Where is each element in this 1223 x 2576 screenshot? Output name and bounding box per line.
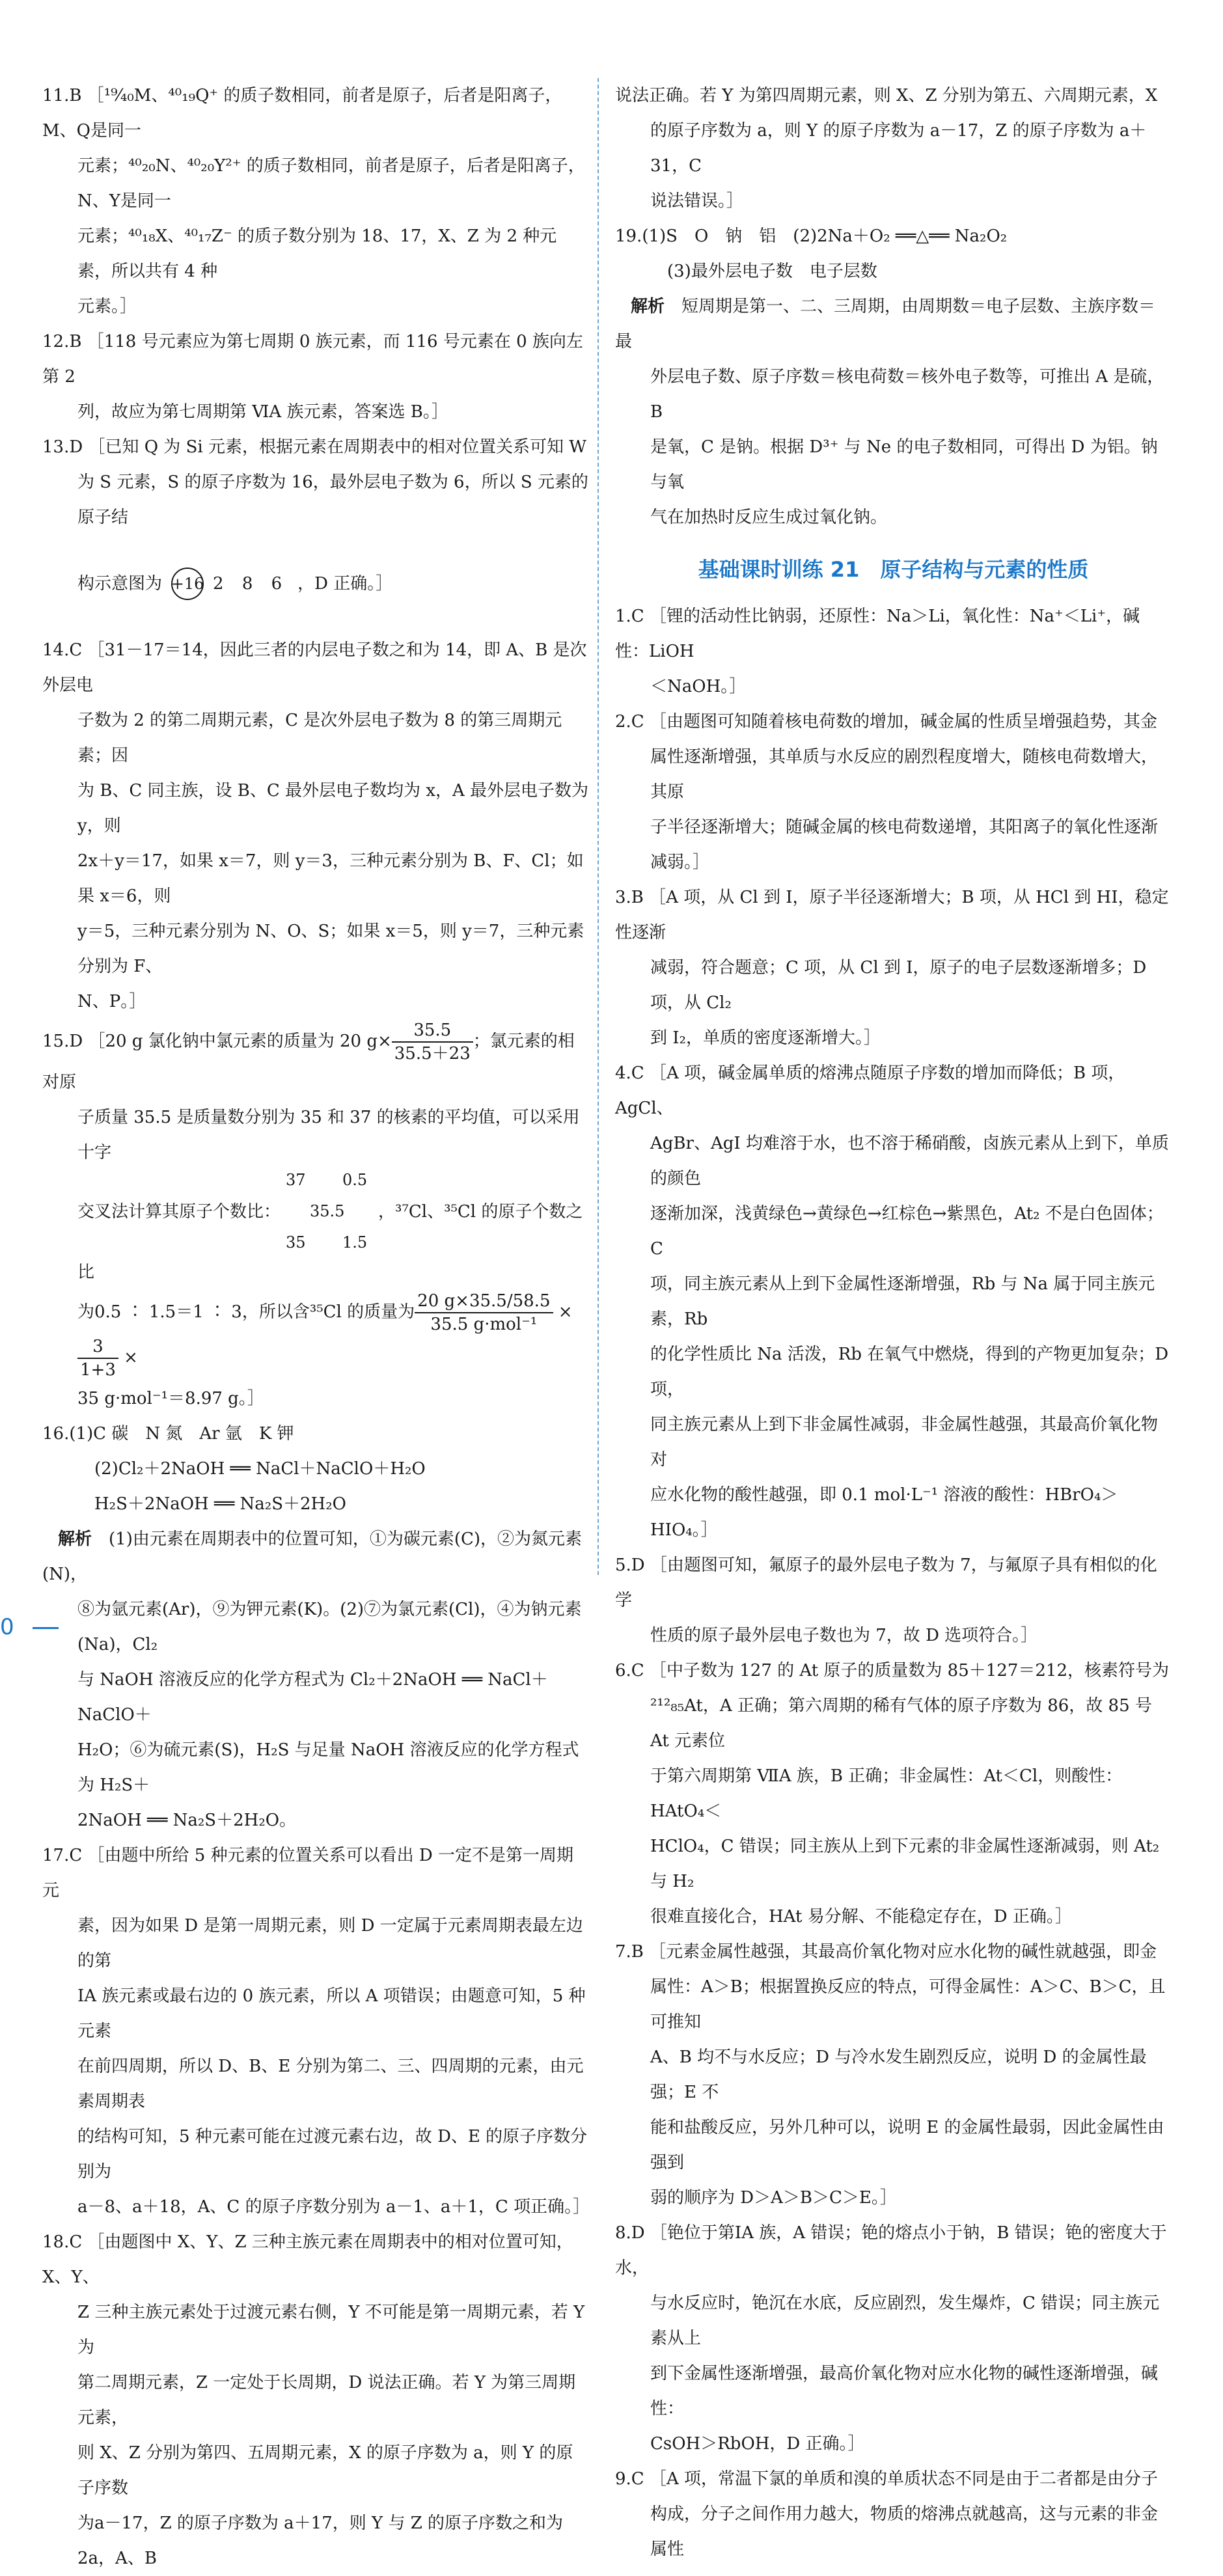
text: 弱的顺序为 D＞A＞B＞C＞E。］ <box>650 2188 897 2208</box>
text: 4.C ［A 项，碱金属单质的熔沸点随原子序数的增加而降低；B 项，AgCl、 <box>615 1063 1125 1118</box>
text: 交叉法计算其原子个数比： <box>77 1202 281 1222</box>
text: 第二周期元素，Z 一定处于长周期，D 说法正确。若 Y 为第三周期元素， <box>77 2373 576 2428</box>
text: Z 三种主族元素处于过渡元素右侧，Y 不可能是第一周期元素，若 Y 为 <box>77 2303 585 2357</box>
answer-line <box>42 1733 589 1803</box>
text: 说法正确。若 Y 为第四周期元素，则 X、Z 分别为第五、六周期元素，X <box>615 86 1158 105</box>
text: 19.(1)S O 钠 铝 (2)2Na＋O₂ ══△══ Na₂O₂ <box>615 226 1008 246</box>
fraction <box>415 1290 553 1336</box>
answer-line <box>42 1803 589 1838</box>
answer-item <box>615 880 1172 1056</box>
answer-line <box>42 2189 589 2225</box>
answer-line <box>42 1592 589 1662</box>
answer-line <box>615 1056 1172 1126</box>
answer-item <box>42 633 589 1019</box>
text: 说法错误。］ <box>650 191 744 211</box>
answer-item <box>615 1548 1172 1653</box>
answer-line <box>42 1979 589 2049</box>
text: 子半径逐渐增大；随碱金属的核电荷数递增，其阳离子的氧化性逐渐 <box>650 817 1159 837</box>
fraction <box>77 1336 118 1381</box>
answer-line <box>615 500 1172 535</box>
answer-line <box>42 148 589 219</box>
electron-shells: 2 8 6 <box>213 574 289 594</box>
answer-line <box>615 1829 1172 1899</box>
answer-item <box>42 1416 589 1522</box>
answer-line <box>615 1969 1172 2040</box>
answer-item <box>42 1019 589 1416</box>
answer-line <box>42 465 589 535</box>
answer-line <box>615 1196 1172 1267</box>
text: 2NaOH ══ Na₂S＋2H₂O。 <box>77 1811 297 1830</box>
answer-line <box>615 810 1172 845</box>
answer-item <box>615 2215 1172 2461</box>
answer-line <box>615 2286 1172 2356</box>
text: 与水反应时，铯沉在水底，反应剧烈，发生爆炸，C 错误；同主族元素从上 <box>650 2294 1160 2348</box>
text: a－8、a＋18，A、C 的原子序数分别为 a－1、a＋1，C 项正确。］ <box>77 2197 590 2217</box>
answer-line <box>42 289 589 324</box>
text: 是氧，C 是钠。根据 D³⁺ 与 Ne 的电子数相同，可得出 D 为铝。钠与氧 <box>650 437 1158 492</box>
right-bottom-block <box>615 599 1172 2567</box>
text: 短周期是第一、二、三周期，由周期数＝电子层数、主族序数＝最 <box>615 297 1156 351</box>
answer-line <box>615 1021 1172 1056</box>
text: ⑧为氩元素(Ar)，⑨为钾元素(K)。(2)⑦为氯元素(Cl)，④为钠元素(Na)，Cl₂ <box>77 1600 582 1654</box>
answer-line <box>42 1451 589 1487</box>
text: 18.C ［由题图中 X、Y、Z 三种主族元素在周期表中的相对位置可知，X、Y、 <box>42 2232 573 2287</box>
answer-item <box>42 2225 589 2576</box>
fraction-numerator: 20 g×35.5/58.5 <box>415 1290 553 1313</box>
text: 属性：A＞B；根据置换反应的特点，可得金属性：A＞C、B＞C，且可推知 <box>650 1977 1166 2032</box>
text: 属性逐渐增强，其单质与水反应的剧烈程度增大，随核电荷数增大，其原 <box>650 747 1159 802</box>
text: 在前四周期，所以 D、B、E 分别为第二、三、四周期的元素，由元素周期表 <box>77 2057 584 2111</box>
answer-line <box>615 1126 1172 1196</box>
answer-line <box>615 1653 1172 1688</box>
answer-line <box>615 1548 1172 1618</box>
right-column <box>615 78 1172 2567</box>
answer-line <box>615 950 1172 1021</box>
answer-item <box>42 1838 589 2225</box>
text: ⅠA 族元素或最右边的 0 族元素，所以 A 项错误；由题意可知，5 种元素 <box>77 1986 586 2041</box>
text: 减弱，符合题意；C 项，从 Cl 到 I，原子的电子层数逐渐增多；D 项，从 Cl₂ <box>650 958 1147 1013</box>
answer-line <box>42 1908 589 1979</box>
text: 外层电子数、原子序数＝核电荷数＝核外电子数等，可推出 A 是硫，B <box>650 367 1164 422</box>
text: AgBr、AgI 均难溶于水，也不溶于稀硝酸，卤族元素从上到下，单质的颜色 <box>650 1134 1169 1188</box>
answer-line <box>615 359 1172 430</box>
answer-line <box>42 843 589 914</box>
answer-line <box>615 704 1172 739</box>
cross-value: 35 <box>286 1233 306 1252</box>
answer-line <box>42 219 589 289</box>
answer-item <box>615 78 1172 219</box>
text: 子数为 2 的第二周期元素，C 是次外层电子数为 8 的第三周期元素；因 <box>77 711 562 765</box>
answer-line <box>615 1899 1172 1934</box>
answer-line <box>42 1019 589 1100</box>
text: 列，故应为第七周期第 ⅥA 族元素，答案选 B。］ <box>77 402 448 422</box>
page-number-rule <box>33 1627 59 1629</box>
column-divider <box>598 78 599 1575</box>
text: 12.B ［118 号元素应为第七周期 0 族元素，而 116 号元素在 0 族向左第 2 <box>42 332 583 387</box>
fraction-numerator: 3 <box>77 1336 118 1359</box>
text: 减弱。］ <box>650 853 710 872</box>
text: 应水化物的酸性越强，即 0.1 mol·L⁻¹ 溶液的酸性：HBrO₄＞HIO₄。］ <box>650 1485 1118 1540</box>
text: 与 NaOH 溶液反应的化学方程式为 Cl₂＋2NaOH ══ NaCl＋NaClO＋ <box>77 1670 548 1725</box>
answer-line <box>615 2215 1172 2286</box>
nucleus: +16 <box>171 568 204 600</box>
answer-line <box>42 2435 589 2506</box>
text: 5.D ［由题图可知，氟原子的最外层电子数为 7，与氟原子具有相似的化学 <box>615 1555 1157 1610</box>
text: 到下金属性逐渐增强，最高价氧化物对应水化物的碱性逐渐增强，碱性： <box>650 2364 1159 2418</box>
answer-line <box>615 2040 1172 2110</box>
answer-line <box>42 535 589 633</box>
answer-item <box>42 78 589 324</box>
text: A、B 均不与水反应；D 与冷水发生剧烈反应，说明 D 的金属性最强；E 不 <box>650 2048 1147 2102</box>
atomic-structure-diagram <box>77 535 392 633</box>
left-column <box>42 78 589 2576</box>
answer-line <box>42 1838 589 1908</box>
cross-value: 37 <box>286 1171 306 1189</box>
text: ＜NaOH。］ <box>650 677 747 696</box>
text: 元素；⁴⁰₁₈X、⁴⁰₁₇Z⁻ 的质子数分别为 18、17，X、Z 为 2 种元素，所以共有 4 种 <box>77 226 557 281</box>
answer-line <box>615 880 1172 950</box>
text: (1)由元素在周期表中的位置可知，①为碳元素(C)，②为氮元素(N)， <box>42 1529 583 1584</box>
answer-line <box>615 289 1172 359</box>
answer-line <box>615 2426 1172 2461</box>
answer-line <box>42 2225 589 2295</box>
text: 能和盐酸反应，另外几种可以，说明 E 的金属性最弱，因此金属性由强到 <box>650 2118 1164 2172</box>
answer-line <box>42 1290 589 1381</box>
text: × <box>553 1302 573 1322</box>
text: 项，同主族元素从上到下金属性逐渐增强，Rb 与 Na 属于同主族元素，Rb <box>650 1274 1155 1329</box>
fraction-denominator: 1+3 <box>80 1360 116 1380</box>
text: ，³⁷Cl、³⁵Cl 的原子个数之比 <box>77 1202 583 1282</box>
answer-line <box>42 1522 589 1592</box>
answer-line <box>615 1407 1172 1477</box>
answer-item <box>615 704 1172 880</box>
text: 的结构可知，5 种元素可能在过渡元素右边，故 D、E 的原子序数分别为 <box>77 2127 588 2182</box>
text: 气在加热时反应生成过氧化钠。 <box>650 508 888 527</box>
text: N、P。］ <box>77 992 146 1011</box>
fraction <box>392 1019 473 1065</box>
text: 2x＋y＝17，如果 x＝7，则 y＝3，三种元素分别为 B、F、Cl；如果 x＝6，则 <box>77 851 584 906</box>
answer-item <box>615 1653 1172 1934</box>
text: 的化学性质比 Na 活泼，Rb 在氧气中燃烧，得到的产物更加复杂；D 项， <box>650 1345 1169 1399</box>
text: y＝5，三种元素分别为 N、O、S；如果 x＝5，则 y＝7，三种元素分别为 F、 <box>77 922 584 976</box>
answer-line <box>42 1170 589 1290</box>
text: HClO₄，C 错误；同主族从上到下元素的非金属性逐渐减弱，则 At₂ 与 H₂ <box>650 1837 1160 1891</box>
answer-item <box>42 430 589 633</box>
cross-method-diagram <box>281 1170 378 1255</box>
text: (3)最外层电子数 电子层数 <box>650 262 877 281</box>
answer-item <box>615 1934 1172 2215</box>
answer-line <box>42 2506 589 2576</box>
answer-line <box>42 2365 589 2435</box>
answer-line <box>42 914 589 984</box>
text: 为 S 元素，S 的原子序数为 16，最外层电子数为 6，所以 S 元素的原子结 <box>77 473 588 527</box>
answer-item <box>615 289 1172 535</box>
text: 同主族元素从上到下非金属性减弱，非金属性越强，其最高价氧化物对 <box>650 1415 1159 1470</box>
text: 素，因为如果 D 是第一周期元素，则 D 一定属于元素周期表最左边的第 <box>77 1916 583 1971</box>
answer-line: 子质量 35.5 是质量数分别为 35 和 37 的核素的平均值，可以采用十字 <box>77 1108 580 1162</box>
text: 1.C ［锂的活动性比钠弱，还原性：Na＞Li，氧化性：Na⁺＜Li⁺，碱性：LiOH <box>615 607 1140 661</box>
answer-line <box>615 739 1172 810</box>
text: 15.D ［20 g 氯化钠中氯元素的质量为 20 g× <box>42 1032 392 1051</box>
text: 则 X、Z 分别为第四、五周期元素，X 的原子序数为 a，则 Y 的原子序数 <box>77 2443 573 2498</box>
page-number: 0 <box>0 1614 14 1640</box>
answer-line <box>42 430 589 465</box>
fraction-denominator: 35.5 g·mol⁻¹ <box>430 1315 538 1334</box>
cross-value: 1.5 <box>342 1233 368 1252</box>
answer-line <box>42 984 589 1019</box>
answer-line <box>42 394 589 430</box>
answer-line <box>615 113 1172 184</box>
right-top-block <box>615 78 1172 535</box>
answer-line <box>42 2049 589 2119</box>
text: 8.D ［铯位于第ⅠA 族，A 错误；铯的熔点小于钠，B 错误；铯的密度大于水， <box>615 2223 1167 2278</box>
text: H₂O；⑥为硫元素(S)，H₂S 与足量 NaOH 溶液反应的化学方程式为 H₂S＋ <box>77 1740 579 1795</box>
text: 于第六周期第 ⅦA 族，B 正确；非金属性：At＜Cl，则酸性：HAtO₄＜ <box>650 1766 1123 1821</box>
text: 性质的原子最外层电子数也为 7，故 D 选项符合。］ <box>650 1626 1038 1645</box>
cross-value: 35.5 <box>310 1202 345 1220</box>
answer-line <box>615 669 1172 704</box>
answer-line <box>615 2497 1172 2567</box>
answer-line <box>42 703 589 773</box>
answer-line <box>615 2356 1172 2426</box>
text: 为 B、C 同主族，设 B、C 最外层电子数均为 x，A 最外层电子数为 y，则 <box>77 781 589 836</box>
answer-line <box>615 1267 1172 1337</box>
answer-line <box>42 1662 589 1733</box>
text: (2)Cl₂＋2NaOH ══ NaCl＋NaClO＋H₂O <box>77 1459 426 1479</box>
answer-line <box>615 2110 1172 2180</box>
text: 17.C ［由题中所给 5 种元素的位置关系可以看出 D 一定不是第一周期元 <box>42 1846 573 1900</box>
text: 元素。］ <box>77 297 137 316</box>
text: 11.B ［¹⁹⁄₄₀M、⁴⁰₁₉Q⁺ 的质子数相同，前者是原子，后者是阳离子，M、Q是同一 <box>42 86 562 141</box>
text: 构成，分子之间作用力越大，物质的熔沸点就越高，这与元素的非金属性 <box>650 2504 1159 2559</box>
fraction-numerator: 35.5 <box>392 1019 473 1043</box>
text: 的原子序数为 a，则 Y 的原子序数为 a－17，Z 的原子序数为 a＋31，C <box>650 121 1147 176</box>
text: 2.C ［由题图可知随着核电荷数的增加，碱金属的性质呈增强趋势，其金 <box>615 712 1157 732</box>
text: 6.C ［中子数为 127 的 At 原子的质量数为 85＋127＝212，核素符号为 <box>615 1661 1170 1680</box>
text: 为0.5 ∶ 1.5＝1 ∶ 3，所以含³⁵Cl 的质量为 <box>77 1302 415 1322</box>
text: CsOH＞RbOH，D 正确。］ <box>650 2434 865 2454</box>
answer-item <box>615 1056 1172 1548</box>
answer-line <box>615 254 1172 289</box>
answer-line <box>615 78 1172 113</box>
answer-item <box>615 599 1172 704</box>
text: 3.B ［A 项，从 Cl 到 I，原子半径逐渐增大；B 项，从 HCl 到 HI，稳定性逐渐 <box>615 888 1169 942</box>
text: 13.D ［已知 Q 为 Si 元素，根据元素在周期表中的相对位置关系可知 W <box>42 437 586 457</box>
text: ²¹²₈₅At，A 正确；第六周期的稀有气体的原子序数为 86，故 85 号 At 元素位 <box>650 1696 1152 1751</box>
answer-line <box>615 184 1172 219</box>
text: 为a－17，Z 的原子序数为 a＋17，则 Y 与 Z 的原子序数之和为 2a，A、B <box>77 2514 564 2568</box>
answer-line <box>615 1337 1172 1407</box>
text: 9.C ［A 项，常温下氯的单质和溴的单质状态不同是由于二者都是由分子 <box>615 2469 1159 2489</box>
answer-line <box>42 2295 589 2365</box>
text: 很难直接化合，HAt 易分解、不能稳定存在，D 正确。］ <box>650 1907 1072 1926</box>
answer-item <box>42 1522 589 1838</box>
answer-line <box>42 2119 589 2189</box>
answer-line <box>615 1759 1172 1829</box>
answer-line <box>615 1477 1172 1548</box>
analysis-label: 解析 <box>58 1529 92 1549</box>
cross-value: 0.5 <box>342 1171 368 1189</box>
text: ；氯元素的相对原 <box>42 1032 575 1092</box>
answer-item <box>615 2461 1172 2567</box>
text: 16.(1)C 碳 N 氮 Ar 氩 K 钾 <box>42 1424 294 1444</box>
answer-line <box>615 430 1172 500</box>
answer-line <box>42 78 589 148</box>
text: 14.C ［31－17＝14，因此三者的内层电子数之和为 14，即 A、B 是次外层电 <box>42 640 587 695</box>
answer-line <box>42 324 589 394</box>
section-title: 基础课时训练 21 原子结构与元素的性质 <box>698 557 1089 582</box>
text: 构示意图为 <box>77 574 163 594</box>
text: 到 I₂，单质的密度逐渐增大。］ <box>650 1028 881 1048</box>
answer-line: 35 g·mol⁻¹＝8.97 g。］ <box>77 1389 264 1408</box>
answer-line <box>42 1487 589 1522</box>
answer-item <box>615 219 1172 289</box>
fraction-denominator: 35.5＋23 <box>394 1044 471 1063</box>
answer-line <box>615 1934 1172 1969</box>
answer-line <box>615 599 1172 669</box>
answer-line <box>615 1688 1172 1759</box>
text: 7.B ［元素金属性越强，其最高价氧化物对应水化物的碱性就越强，即金 <box>615 1942 1157 1962</box>
answer-line <box>42 1416 589 1451</box>
analysis-label: 解析 <box>631 297 665 316</box>
answer-line <box>615 1618 1172 1653</box>
answer-line <box>42 773 589 843</box>
text: × <box>118 1348 138 1367</box>
text: 元素；⁴⁰₂₀N、⁴⁰₂₀Y²⁺ 的质子数相同，前者是原子，后者是阳离子，N、Y是同一 <box>77 156 585 211</box>
answer-line <box>42 633 589 703</box>
text: ，D 正确。］ <box>297 574 393 594</box>
text: H₂S＋2NaOH ══ Na₂S＋2H₂O <box>77 1494 346 1514</box>
answer-line <box>615 219 1172 254</box>
answer-line <box>615 845 1172 880</box>
answer-line <box>615 2461 1172 2497</box>
answer-line <box>615 2180 1172 2215</box>
answer-item <box>42 324 589 430</box>
text: 逐渐加深，浅黄绿色→黄绿色→红棕色→紫黑色，At₂ 不是白色固体；C <box>650 1204 1164 1259</box>
